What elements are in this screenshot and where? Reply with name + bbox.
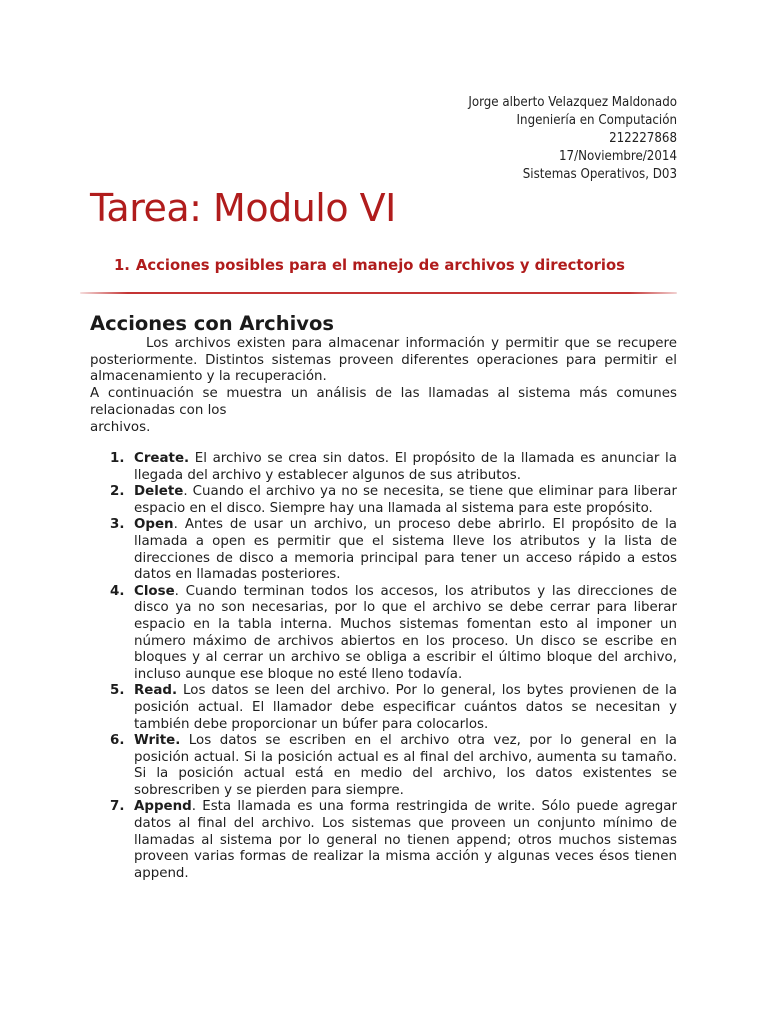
actions-list: [90, 451, 677, 882]
list-item-text: . Cuando terminan todos los accesos, los atributos y las direcciones de disco ya no son necesarias, por lo que el archivo se debe cerrar para liberar espacio en la tabla interna. Muchos sistemas fomentan esto al imponer un número máximo de archivos abiertos en los proceso. Un disco se escribe en bloques y al cerrar un archivo se obliga a escribir el último bloque del archivo, incluso aunque ese bloque no esté lleno todavía.: [134, 583, 677, 682]
list-item: [90, 683, 677, 733]
list-item-term: Close: [134, 583, 175, 599]
list-item-number: 4.: [110, 583, 125, 599]
list-item-number: 6.: [110, 733, 125, 749]
list-item: [90, 584, 677, 684]
title-divider: [80, 292, 677, 294]
list-item-number: 7.: [110, 799, 125, 815]
list-item-term: Read.: [134, 683, 178, 699]
author-date: 17/Noviembre/2014: [558, 149, 677, 164]
list-item-term: Append: [134, 799, 192, 815]
list-item: [90, 517, 677, 583]
intro-paragraph-3: archivos.: [90, 419, 151, 435]
list-item-number: 5.: [110, 683, 125, 699]
list-item: [90, 451, 677, 484]
list-item-term: Delete: [134, 484, 184, 500]
intro-paragraph-1: Los archivos existen para almacenar información y permitir que se recupere posteriormente. Distintos sistemas proveen diferentes operaciones para permitir el almacenamiento y la recuperación.: [90, 336, 677, 385]
list-item-number: 3.: [110, 517, 125, 533]
list-item-term: Create.: [134, 451, 190, 466]
list-item-text: . Esta llamada es una forma restringida de write. Sólo puede agregar datos al final del archivo. Los sistemas que proveen un conjunto mínimo de llamadas al sistema por lo general no tienen append; otros muchos sistemas proveen varias formas de realizar la misma acción y algunas veces ésos tienen append.: [134, 799, 677, 881]
list-item: [90, 484, 677, 517]
list-item: [90, 799, 677, 882]
subtitle: [114, 255, 625, 277]
subtitle-number: 1.: [114, 257, 130, 274]
subtitle-text: Acciones posibles para el manejo de archivos y directorios: [135, 257, 625, 274]
author-career: Ingeniería en Computación: [516, 113, 677, 128]
list-item-text: Los datos se leen del archivo. Por lo general, los bytes provienen de la posición actual. El llamador debe especificar cuántos datos se necesitan y también debe proporcionar un búfer para colocarlos.: [134, 683, 677, 732]
intro-paragraph-2: A continuación se muestra un análisis de las llamadas al sistema más comunes relacionadas con los: [90, 386, 677, 418]
section-title: Acciones con Archivos: [90, 312, 334, 335]
author-name: Jorge alberto Velazquez Maldonado: [468, 95, 677, 110]
author-student-id: 212227868: [609, 131, 677, 146]
list-item-text: . Cuando el archivo ya no se necesita, se tiene que eliminar para liberar espacio en el disco. Siempre hay una llamada al sistema para este propósito.: [134, 484, 677, 516]
list-item-number: 2.: [110, 484, 125, 500]
section-intro: [90, 336, 677, 436]
list-item-term: Write.: [134, 733, 181, 749]
author-course: Sistemas Operativos, D03: [522, 167, 677, 182]
document-title: Tarea: Modulo VI: [90, 186, 396, 230]
list-item-text: Los datos se escriben en el archivo otra vez, por lo general en la posición actual. Si la posición actual es al final del archivo, aumenta su tamaño. Si la posición actual está en medio del archivo, los datos existentes se sobrescriben y se pierden para siempre.: [134, 733, 677, 798]
author-block: [468, 94, 677, 184]
list-item-text: El archivo se crea sin datos. El propósito de la llamada es anunciar la llegada del archivo y establecer algunos de sus atributos.: [134, 451, 677, 483]
list-item-number: 1.: [110, 451, 125, 466]
list-item: [90, 733, 677, 799]
list-item-text: . Antes de usar un archivo, un proceso debe abrirlo. El propósito de la llamada a open es permitir que el sistema lleve los atributos y la lista de direcciones de disco a memoria principal para tener un acceso rápido a estos datos en llamadas posteriores.: [134, 517, 677, 583]
list-item-term: Open: [134, 517, 174, 533]
